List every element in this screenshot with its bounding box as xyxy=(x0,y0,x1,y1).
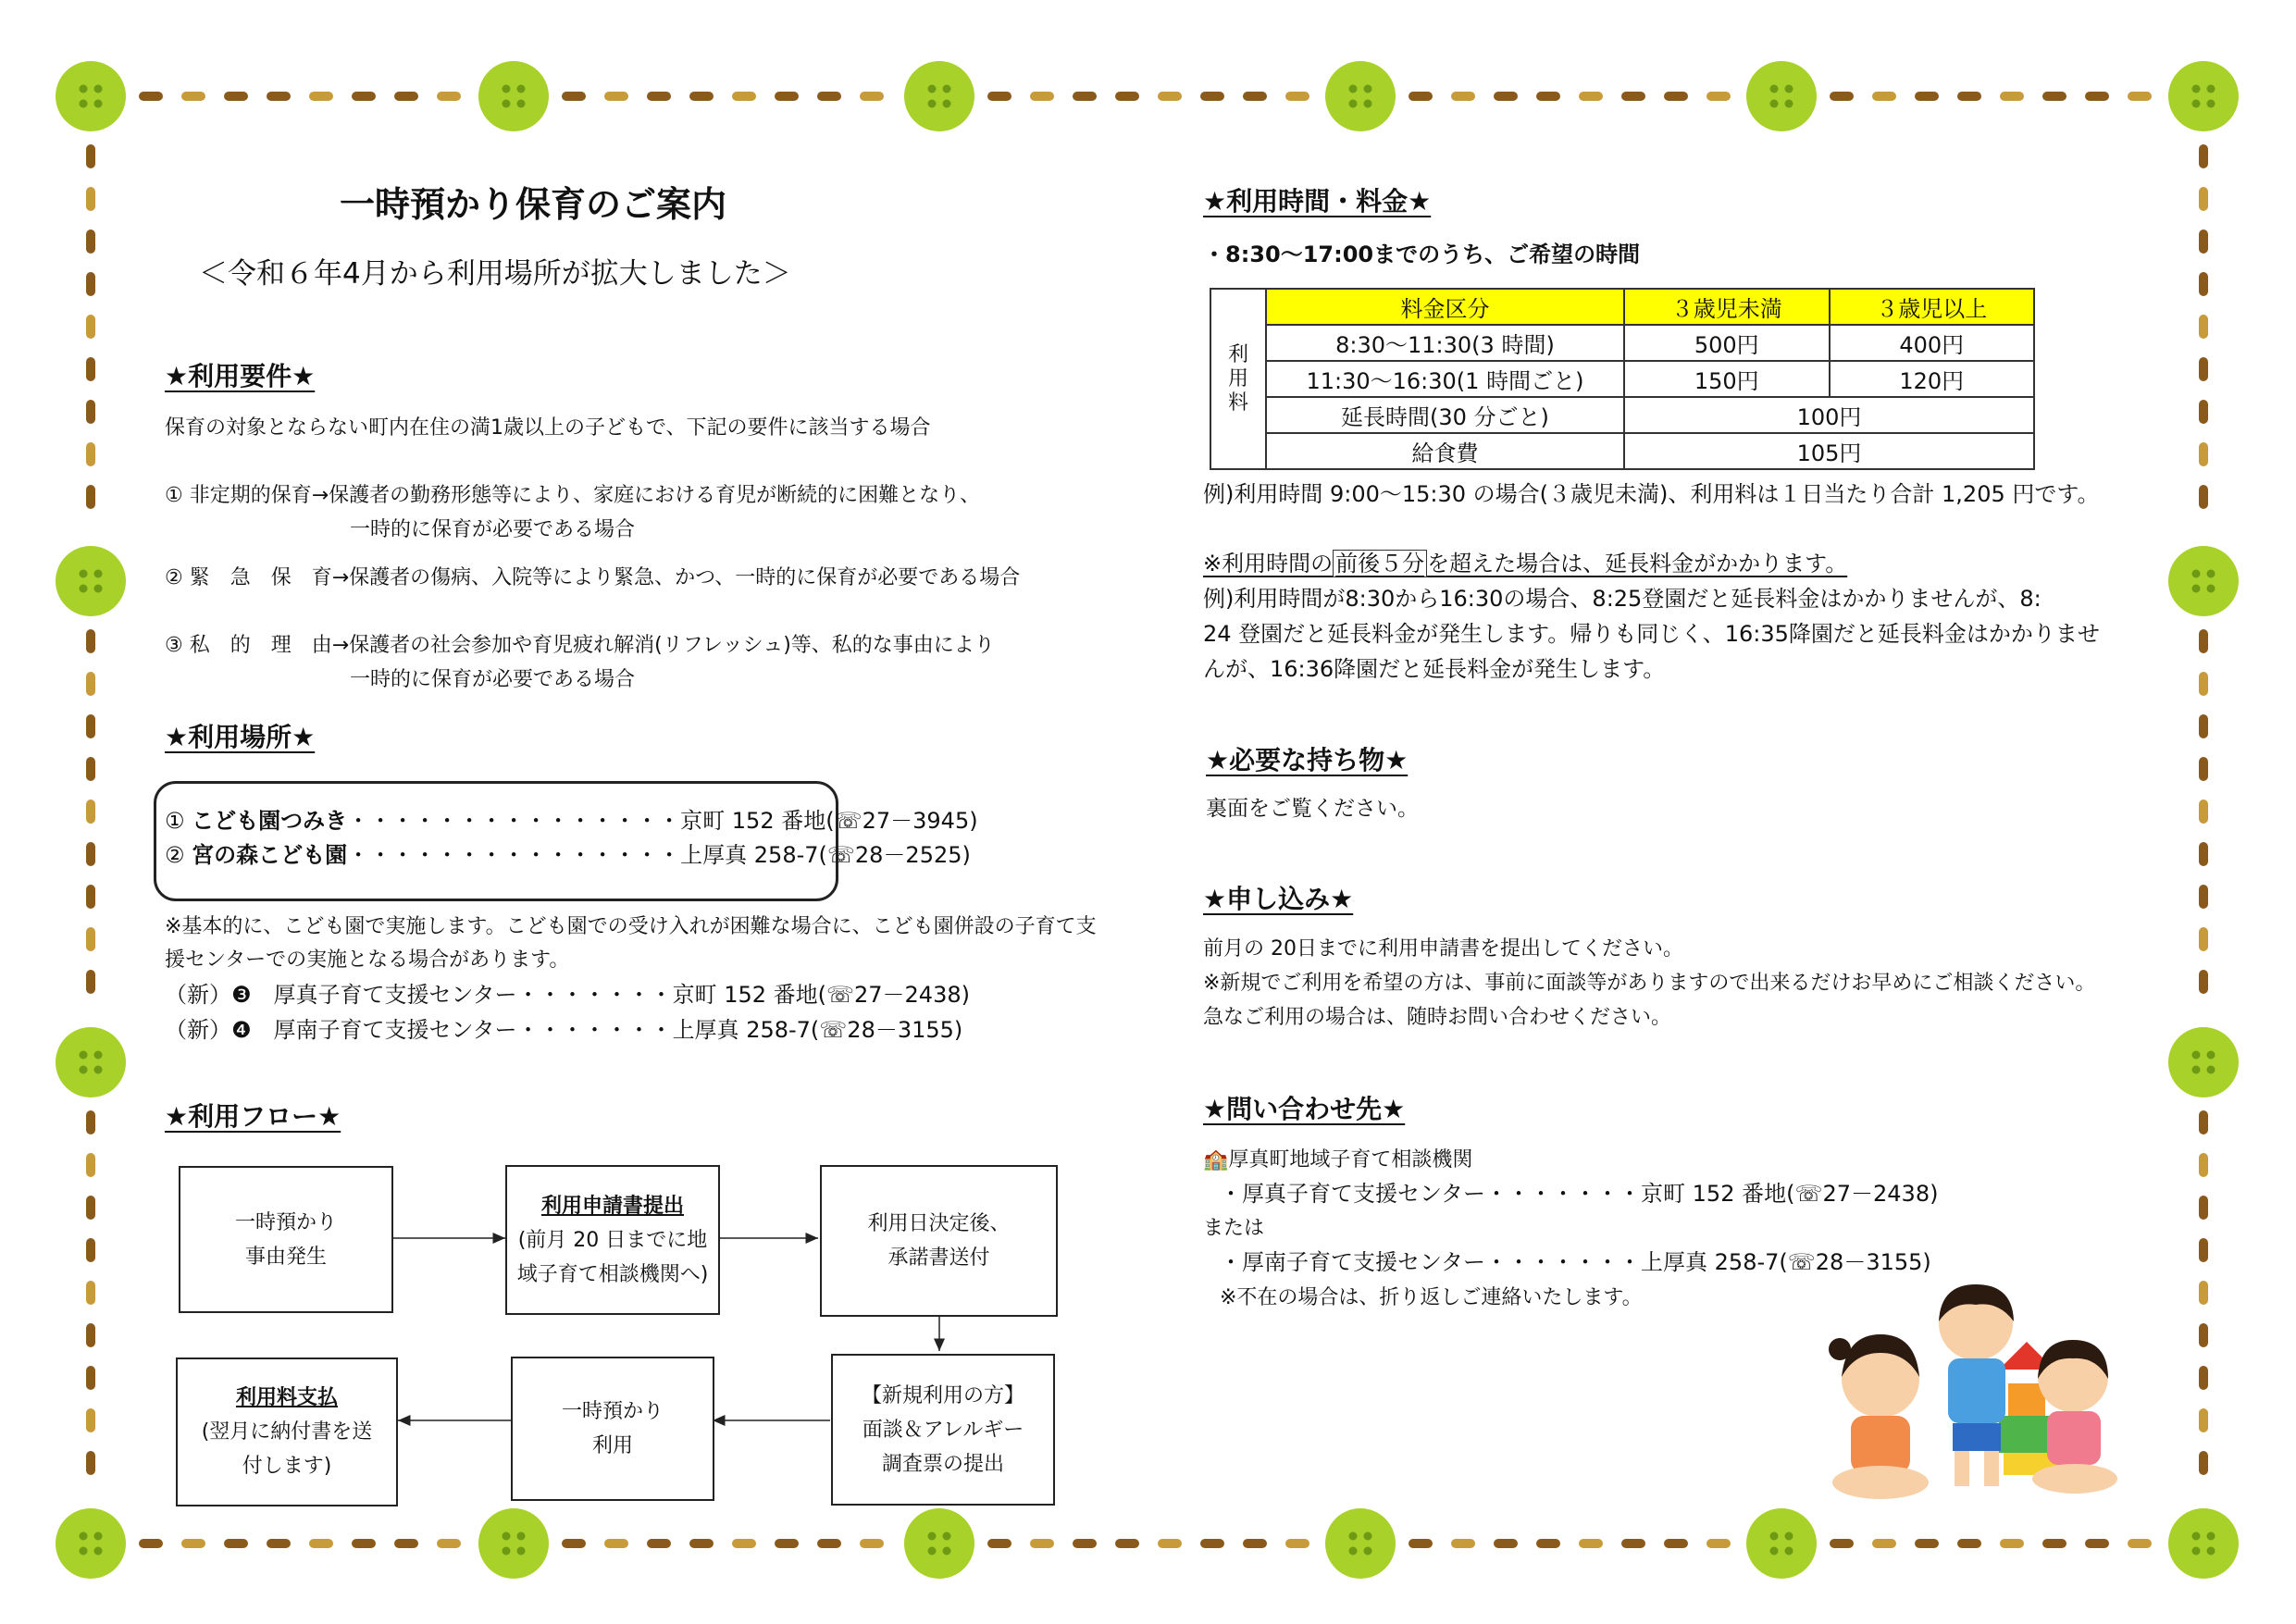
stitch xyxy=(1915,92,1939,101)
stitch xyxy=(2199,927,2208,951)
stitch xyxy=(1872,92,1896,101)
new-place-4-name: 厚南子育て支援センター xyxy=(273,1017,517,1043)
fee-row-2-label: 11:30～16:30(1 時間ごと) xyxy=(1266,361,1624,397)
stitch xyxy=(86,800,95,824)
new-place-4-dots: ・・・・・・・ xyxy=(516,1017,673,1043)
contact-note: ※不在の場合は、折り返しご連絡いたします。 xyxy=(1220,1286,1643,1309)
place-2 xyxy=(165,837,971,873)
flow-step-application-l1: (前月 20 日までに地 xyxy=(517,1228,708,1252)
stitch xyxy=(2199,315,2208,339)
button-ornament xyxy=(904,61,974,131)
button-ornament xyxy=(2168,61,2239,131)
stitch xyxy=(86,1366,95,1390)
fee-hours: ・8:30～17:00までのうち、ご希望の時間 xyxy=(1203,242,1641,267)
stitch xyxy=(1030,1539,1054,1548)
stitch xyxy=(224,1539,248,1548)
stitch xyxy=(86,927,95,951)
stitch xyxy=(86,672,95,696)
stitch xyxy=(309,1539,333,1548)
stitch xyxy=(2085,92,2109,101)
contact-1: ・厚真子育て支援センター・・・・・・・京町 152 番地(☏27－2438) xyxy=(1220,1181,1939,1207)
stitch xyxy=(1243,92,1267,101)
stitch xyxy=(2199,885,2208,909)
flow-step-application xyxy=(505,1165,720,1315)
new-place-3-name: 厚真子育て支援センター xyxy=(273,982,517,1008)
stitch xyxy=(1536,1539,1560,1548)
stitch xyxy=(1872,1539,1896,1548)
stitch xyxy=(732,1539,756,1548)
flow-step-interview-l1: 【新規利用の方】 xyxy=(861,1383,1024,1407)
stitch xyxy=(1030,92,1054,101)
new-place-4-label: （新）❹ xyxy=(165,1017,252,1043)
stitch xyxy=(86,842,95,866)
stitch xyxy=(2128,1539,2152,1548)
stitch xyxy=(2199,1451,2208,1475)
stitch xyxy=(1451,1539,1475,1548)
stitch xyxy=(2085,1539,2109,1548)
flow-step-payment-l2: 付します) xyxy=(242,1455,332,1478)
contact-heading: ★問い合わせ先★ xyxy=(1203,1094,1406,1124)
stitch xyxy=(139,1539,163,1548)
overtime-example-1: 例)利用時間が8:30から16:30の場合、8:25登園だと延長料金はかかりませんが、8: xyxy=(1203,586,2042,612)
page-title: 一時預かり保育のご案内 xyxy=(340,184,727,225)
stitch xyxy=(86,229,95,254)
stitch xyxy=(2199,1238,2208,1262)
new-place-4 xyxy=(165,1012,962,1048)
stitch xyxy=(267,1539,291,1548)
stitch xyxy=(987,1539,1011,1548)
stitch xyxy=(1830,1539,1854,1548)
place-1-num: ① xyxy=(165,808,185,834)
stitch xyxy=(86,1408,95,1432)
places-note-2: 援センターでの実施となる場合があります。 xyxy=(165,948,570,972)
stitch xyxy=(86,357,95,381)
stitch xyxy=(1915,1539,1939,1548)
stitch xyxy=(2199,714,2208,738)
page-subtitle: ＜令和６年4月から利用場所が拡大しました＞ xyxy=(199,257,791,291)
stitch xyxy=(2000,1539,2024,1548)
stitch xyxy=(86,144,95,168)
fee-side-label xyxy=(1210,289,1266,469)
stitch xyxy=(86,485,95,509)
requirement-1: ① 非定期的保育→保護者の勤務形態等により、家庭における育児が断続的に困難となり、 xyxy=(165,484,981,507)
stitch xyxy=(352,1539,376,1548)
stitch xyxy=(1451,92,1475,101)
contact-2: ・厚南子育て支援センター・・・・・・・上厚真 258-7(☏28－3155) xyxy=(1220,1249,1931,1275)
stitch xyxy=(1200,1539,1224,1548)
stitch xyxy=(604,92,628,101)
stitch xyxy=(732,92,756,101)
fee-table xyxy=(1210,288,2035,470)
fee-header-under3: ３歳児未満 xyxy=(1624,289,1829,325)
building-icon: 🏫 xyxy=(1203,1148,1229,1172)
stitch xyxy=(2199,629,2208,653)
fee-row-1-under3: 500円 xyxy=(1624,325,1829,361)
apply-line-3: 急なご利用の場合は、随時お問い合わせください。 xyxy=(1203,1006,1672,1029)
stitch xyxy=(562,1539,586,1548)
button-ornament xyxy=(2168,1508,2239,1579)
stitch xyxy=(1115,92,1139,101)
stitch xyxy=(1957,1539,1981,1548)
flow-step-payment xyxy=(176,1357,398,1506)
stitch xyxy=(1115,1539,1139,1548)
place-1-name: こども園つみき xyxy=(192,808,348,834)
requirement-1-cont: 一時的に保育が必要である場合 xyxy=(350,518,636,541)
flow-step-occurrence-l1: 一時預かり xyxy=(234,1210,337,1234)
flow-step-use-l1: 一時預かり xyxy=(561,1400,664,1423)
place-2-num: ② xyxy=(165,842,185,868)
requirements-intro: 保育の対象とならない町内在住の満1歳以上の子どもで、下記の要件に該当する場合 xyxy=(165,416,931,440)
fee-row-1-over3: 400円 xyxy=(1830,325,2035,361)
contact-or: または xyxy=(1203,1217,1265,1240)
flow-step-application-l2: 域子育て相談機関へ) xyxy=(516,1262,709,1286)
apply-line-2: ※新規でご利用を希望の方は、事前に面談等がありますので出来るだけお早めにご相談ください。 xyxy=(1203,972,2096,995)
flow-step-interview-l2: 面談＆アレルギー xyxy=(862,1418,1024,1442)
items-text: 裏面をご覧ください。 xyxy=(1206,797,1419,821)
places-heading: ★利用場所★ xyxy=(165,722,316,752)
button-ornament xyxy=(1746,61,1817,131)
contact-org xyxy=(1203,1144,1472,1177)
children-playing-illustration xyxy=(1814,1268,2119,1518)
button-ornament xyxy=(1325,1508,1396,1579)
stitch xyxy=(1706,1539,1731,1548)
button-ornament xyxy=(56,1027,126,1097)
contact-org-name: 厚真町地域子育て相談機関 xyxy=(1228,1148,1473,1172)
stitch xyxy=(860,1539,884,1548)
stitch xyxy=(394,1539,418,1548)
stitch xyxy=(1494,1539,1518,1548)
stitch xyxy=(86,1323,95,1347)
fee-meal-price: 105円 xyxy=(1624,433,2034,469)
stitch xyxy=(139,92,163,101)
overtime-pre: ※利用時間の xyxy=(1203,551,1334,576)
overtime-example-3: んが、16:36降園だと延長料金が発生します。 xyxy=(1203,656,1666,682)
requirement-3-cont: 一時的に保育が必要である場合 xyxy=(350,668,636,691)
fee-header-over3: ３歳児以上 xyxy=(1830,289,2035,325)
stitch xyxy=(86,1153,95,1177)
stitch xyxy=(1285,92,1309,101)
stitch xyxy=(86,1451,95,1475)
stitch xyxy=(604,1539,628,1548)
stitch xyxy=(1073,1539,1097,1548)
button-ornament xyxy=(2168,546,2239,616)
button-ornament xyxy=(478,61,549,131)
stitch xyxy=(86,1281,95,1305)
flow-step-use-l2: 利用 xyxy=(591,1434,633,1457)
requirement-3: ③ 私 的 理 由→保護者の社会参加や育児疲れ解消(リフレッシュ)等、私的な事由により xyxy=(165,634,995,657)
stitch xyxy=(1664,92,1688,101)
stitch xyxy=(2199,144,2208,168)
place-1 xyxy=(165,803,978,838)
stitch xyxy=(860,92,884,101)
apply-heading: ★申し込み★ xyxy=(1203,884,1354,914)
stitch xyxy=(86,400,95,424)
stitch xyxy=(817,1539,841,1548)
stitch xyxy=(2199,1153,2208,1177)
stitch xyxy=(689,1539,714,1548)
stitch xyxy=(2042,1539,2066,1548)
stitch xyxy=(2199,1323,2208,1347)
stitch xyxy=(2199,800,2208,824)
stitch xyxy=(817,92,841,101)
overtime-example-2: 24 登園だと延長料金が発生します。帰りも同じく、16:35降園だと延長料金はかかりませ xyxy=(1203,621,2100,647)
stitch xyxy=(1536,92,1560,101)
stitch xyxy=(1158,92,1182,101)
stitch xyxy=(86,315,95,339)
stitch xyxy=(86,714,95,738)
overtime-post: を超えた場合は、延長料金がかかります。 xyxy=(1427,551,1848,576)
stitch xyxy=(1579,92,1603,101)
stitch xyxy=(181,92,205,101)
stitch xyxy=(86,970,95,994)
flow-step-approval xyxy=(820,1165,1058,1317)
button-ornament xyxy=(478,1508,549,1579)
overtime-notice xyxy=(1203,546,1847,581)
fee-meal-label: 給食費 xyxy=(1266,433,1624,469)
stitch xyxy=(86,442,95,466)
items-heading: ★必要な持ち物★ xyxy=(1206,745,1409,775)
new-place-3-addr: 京町 152 番地(☏27－2438) xyxy=(672,982,970,1008)
place-2-name: 宮の森こども園 xyxy=(192,842,348,868)
place-1-addr: 京町 152 番地(☏27－3945) xyxy=(680,808,978,834)
stitch xyxy=(86,187,95,211)
stitch xyxy=(2042,92,2066,101)
stitch xyxy=(2199,187,2208,211)
button-ornament xyxy=(904,1508,974,1579)
stitch xyxy=(1243,1539,1267,1548)
stitch xyxy=(1494,92,1518,101)
flow-step-payment-l1: (翌月に納付書を送 xyxy=(201,1420,373,1444)
place-2-addr: 上厚真 258-7(☏28－2525) xyxy=(680,842,971,868)
stitch xyxy=(2199,1110,2208,1134)
stitch xyxy=(562,92,586,101)
stitch xyxy=(1409,92,1433,101)
fee-row-1-label: 8:30～11:30(3 時間) xyxy=(1266,325,1624,361)
stitch xyxy=(2199,442,2208,466)
stitch xyxy=(1285,1539,1309,1548)
stitch xyxy=(2199,357,2208,381)
button-ornament xyxy=(1746,1508,1817,1579)
requirement-2: ② 緊 急 保 育→保護者の傷病、入院等により緊急、かつ、一時的に保育が必要である場合 xyxy=(165,566,1021,589)
stitch xyxy=(775,1539,799,1548)
apply-line-1: 前月の 20日までに利用申請書を提出してください。 xyxy=(1203,937,1683,961)
fee-heading: ★利用時間・料金★ xyxy=(1203,186,1432,217)
stitch xyxy=(1621,1539,1645,1548)
stitch xyxy=(2000,92,2024,101)
fee-extension-price: 100円 xyxy=(1624,397,2034,433)
fee-header-category: 料金区分 xyxy=(1266,289,1624,325)
flow-step-payment-title: 利用料支払 xyxy=(235,1386,338,1409)
new-place-4-addr: 上厚真 258-7(☏28－3155) xyxy=(672,1017,963,1043)
stitch xyxy=(2199,970,2208,994)
flow-step-approval-l2: 承諾書送付 xyxy=(887,1246,990,1270)
requirements-heading: ★利用要件★ xyxy=(165,361,316,391)
stitch xyxy=(647,1539,671,1548)
stitch xyxy=(1200,92,1224,101)
stitch xyxy=(1621,92,1645,101)
new-place-3-label: （新）❸ xyxy=(165,982,252,1008)
stitch xyxy=(2199,1196,2208,1220)
place-1-dots: ・・・・・・・・・・・・・・・ xyxy=(347,808,681,834)
stitch xyxy=(2199,842,2208,866)
overtime-box: 前後５分 xyxy=(1333,550,1427,577)
stitch xyxy=(1579,1539,1603,1548)
stitch xyxy=(775,92,799,101)
stitch xyxy=(224,92,248,101)
stitch xyxy=(1706,92,1731,101)
stitch xyxy=(987,92,1011,101)
button-ornament xyxy=(2168,1027,2239,1097)
stitch xyxy=(2199,485,2208,509)
stitch xyxy=(2199,757,2208,781)
stitch xyxy=(2199,672,2208,696)
place-2-dots: ・・・・・・・・・・・・・・・ xyxy=(347,842,681,868)
stitch xyxy=(1158,1539,1182,1548)
flow-step-occurrence-l2: 事由発生 xyxy=(244,1245,327,1269)
stitch xyxy=(2199,229,2208,254)
stitch xyxy=(2128,92,2152,101)
stitch xyxy=(2199,1366,2208,1390)
fee-side-2: 用 xyxy=(1227,366,1248,391)
fee-row-2-over3: 120円 xyxy=(1830,361,2035,397)
stitch xyxy=(352,92,376,101)
fee-extension-label: 延長時間(30 分ごと) xyxy=(1266,397,1624,433)
button-ornament xyxy=(1325,61,1396,131)
stitch xyxy=(1073,92,1097,101)
stitch xyxy=(437,1539,461,1548)
stitch xyxy=(267,92,291,101)
new-place-3-dots: ・・・・・・・ xyxy=(516,982,673,1008)
stitch xyxy=(309,92,333,101)
stitch xyxy=(86,1196,95,1220)
fee-example: 例)利用時間 9:00～15:30 の場合(３歳児未満)、利用料は１日当たり合計 1,205 円です。 xyxy=(1203,481,2100,507)
stitch xyxy=(1664,1539,1688,1548)
fee-row-2-under3: 150円 xyxy=(1624,361,1829,397)
stitch xyxy=(2199,1408,2208,1432)
stitch xyxy=(2199,400,2208,424)
stitch xyxy=(689,92,714,101)
flow-step-use xyxy=(511,1357,714,1501)
stitch xyxy=(86,272,95,296)
fee-side-3: 料 xyxy=(1227,391,1248,415)
stitch xyxy=(181,1539,205,1548)
flow-heading: ★利用フロー★ xyxy=(165,1101,341,1132)
stitch xyxy=(1409,1539,1433,1548)
stitch xyxy=(437,92,461,101)
stitch xyxy=(86,757,95,781)
stitch xyxy=(86,1238,95,1262)
flow-step-approval-l1: 利用日決定後、 xyxy=(867,1212,1011,1235)
fee-side-1: 利 xyxy=(1227,342,1248,366)
stitch xyxy=(86,629,95,653)
stitch xyxy=(2199,1281,2208,1305)
places-note-1: ※基本的に、こども園で実施します。こども園での受け入れが困難な場合に、こども園併設の子育て支 xyxy=(165,915,1097,938)
stitch xyxy=(86,1110,95,1134)
new-place-3 xyxy=(165,977,970,1012)
flow-step-interview-l3: 調査票の提出 xyxy=(881,1452,1004,1476)
stitch xyxy=(1957,92,1981,101)
stitch xyxy=(1830,92,1854,101)
flow-step-occurrence xyxy=(179,1166,393,1313)
button-ornament xyxy=(56,1508,126,1579)
stitch xyxy=(2199,272,2208,296)
button-ornament xyxy=(56,61,126,131)
stitch xyxy=(647,92,671,101)
stitch xyxy=(86,885,95,909)
button-ornament xyxy=(56,546,126,616)
stitch xyxy=(394,92,418,101)
flow-step-interview xyxy=(831,1354,1055,1506)
flow-step-application-title: 利用申請書提出 xyxy=(540,1194,684,1218)
